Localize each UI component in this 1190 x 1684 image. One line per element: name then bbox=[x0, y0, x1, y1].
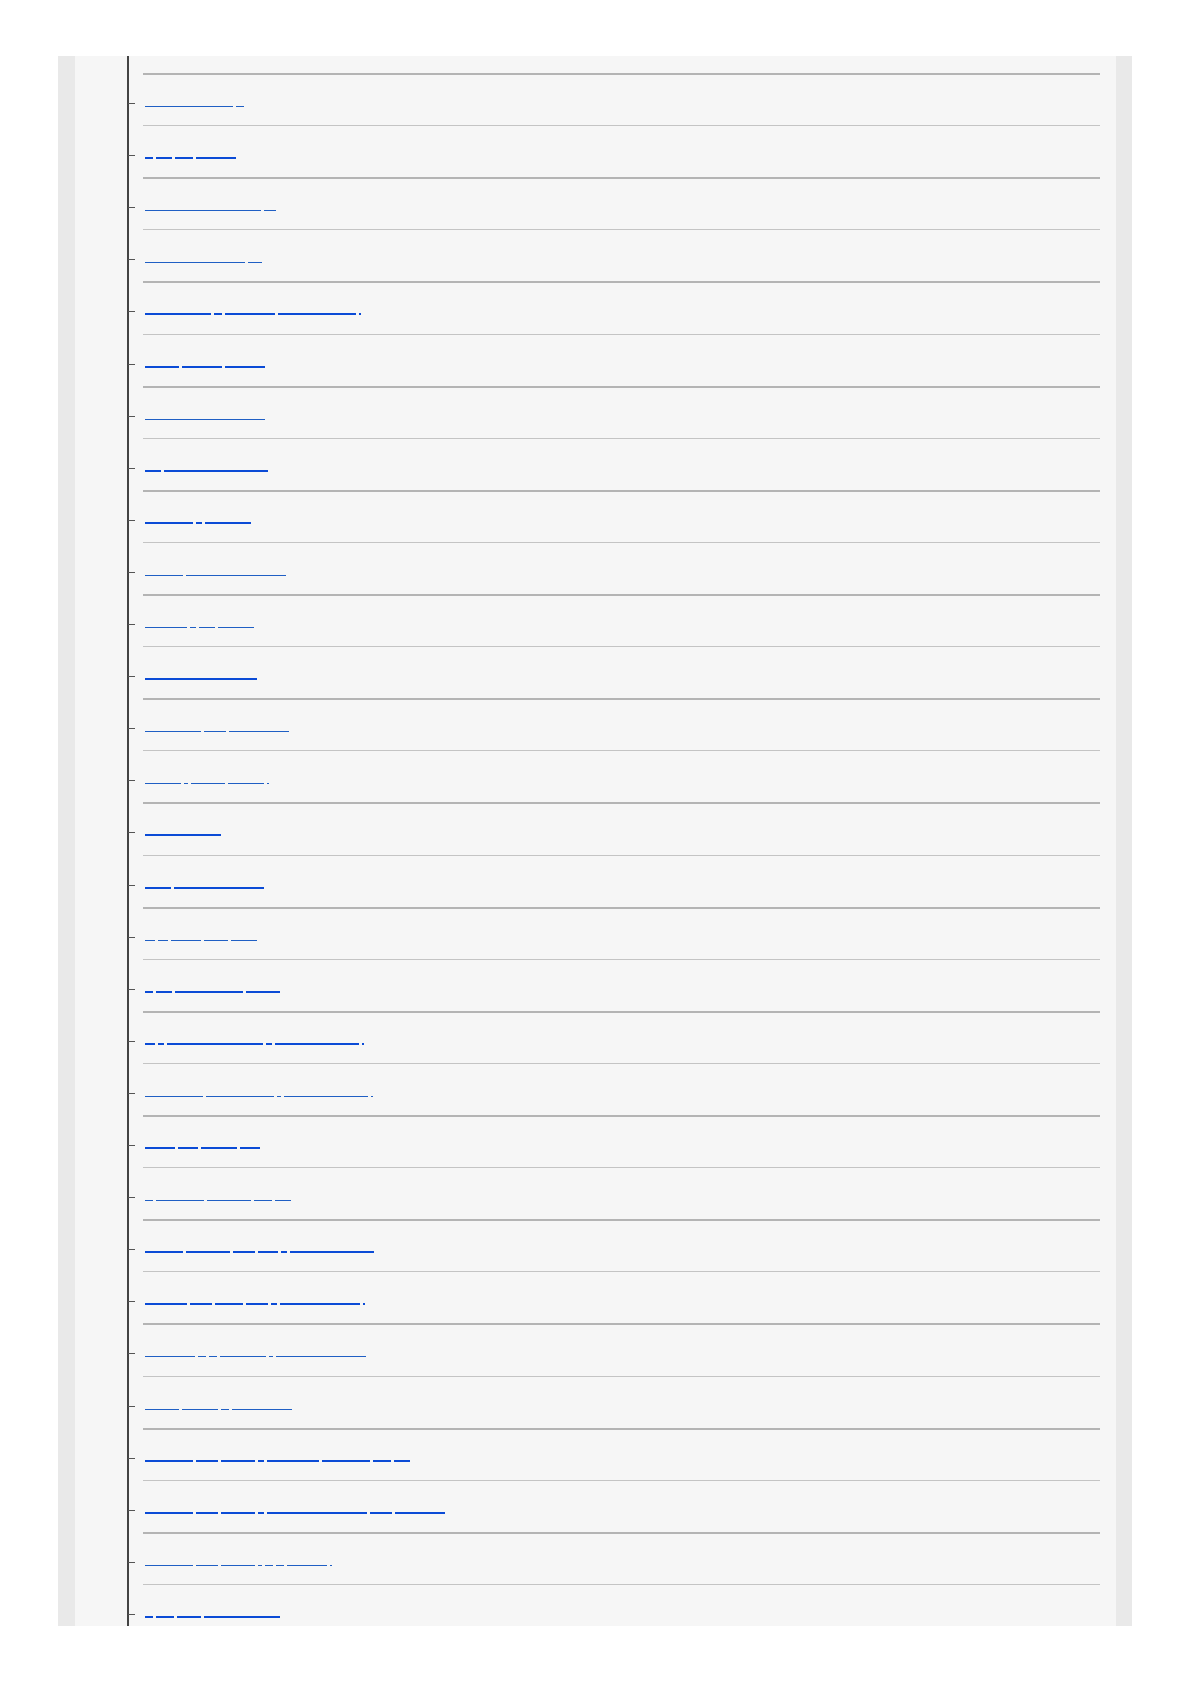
link-underline-segment bbox=[248, 262, 262, 264]
toc-link[interactable] bbox=[145, 1035, 485, 1045]
link-underline-segment bbox=[167, 1043, 263, 1045]
toc-link[interactable] bbox=[145, 1139, 485, 1149]
link-underline-segment bbox=[145, 313, 211, 315]
link-underline-segment bbox=[198, 1356, 206, 1358]
link-underline-segment bbox=[246, 991, 280, 993]
row-divider bbox=[143, 802, 1100, 804]
toc-link[interactable] bbox=[145, 149, 485, 159]
toc-link[interactable] bbox=[145, 1087, 485, 1097]
link-underline-segment bbox=[145, 1616, 153, 1618]
toc-item bbox=[0, 0, 1190, 1]
toc-link[interactable] bbox=[145, 1504, 485, 1514]
link-underline-segment bbox=[191, 783, 225, 785]
tree-branch-tick bbox=[128, 311, 135, 312]
toc-link[interactable] bbox=[145, 670, 485, 680]
link-underline-segment bbox=[175, 991, 243, 993]
link-underline-segment bbox=[258, 1512, 264, 1514]
link-underline-segment bbox=[394, 1460, 410, 1462]
link-underline-segment bbox=[145, 1460, 193, 1462]
toc-link[interactable] bbox=[145, 1400, 485, 1410]
link-underline-segment bbox=[275, 1200, 291, 1202]
link-underline-segment bbox=[164, 470, 268, 472]
tree-branch-tick bbox=[128, 780, 135, 781]
toc-link[interactable] bbox=[145, 1608, 485, 1618]
link-underline-segment bbox=[267, 783, 269, 785]
toc-link[interactable] bbox=[145, 410, 485, 420]
link-underline-segment bbox=[145, 678, 257, 680]
link-underline-segment bbox=[145, 1356, 195, 1358]
toc-link[interactable] bbox=[145, 514, 485, 524]
link-underline-segment bbox=[199, 627, 215, 629]
link-underline-segment bbox=[220, 1356, 266, 1358]
link-underline-segment bbox=[258, 1460, 264, 1462]
link-underline-segment bbox=[182, 366, 222, 368]
link-underline-segment bbox=[145, 262, 245, 264]
link-underline-segment bbox=[228, 783, 264, 785]
link-underline-segment bbox=[145, 834, 221, 836]
link-underline-segment bbox=[156, 991, 172, 993]
link-underline-segment bbox=[276, 1565, 284, 1567]
link-underline-segment bbox=[284, 1096, 368, 1098]
link-underline-segment bbox=[221, 1460, 255, 1462]
link-underline-segment bbox=[395, 1512, 445, 1514]
toc-link[interactable] bbox=[145, 983, 485, 993]
link-underline-segment bbox=[204, 940, 228, 942]
link-underline-segment bbox=[145, 1409, 179, 1411]
row-divider bbox=[143, 1323, 1100, 1325]
link-underline-segment bbox=[196, 1512, 218, 1514]
link-underline-segment bbox=[206, 1096, 274, 1098]
link-underline-segment bbox=[186, 1251, 230, 1253]
row-divider bbox=[143, 177, 1100, 179]
link-underline-segment bbox=[233, 1251, 255, 1253]
link-underline-segment bbox=[158, 940, 168, 942]
toc-link[interactable] bbox=[145, 1191, 485, 1201]
toc-link[interactable] bbox=[145, 826, 485, 836]
link-underline-segment bbox=[145, 470, 161, 472]
link-underline-segment bbox=[156, 1200, 204, 1202]
tree-branch-tick bbox=[128, 937, 135, 938]
tree-branch-tick bbox=[128, 1093, 135, 1094]
link-underline-segment bbox=[196, 1565, 218, 1567]
link-underline-segment bbox=[145, 1096, 203, 1098]
row-divider bbox=[143, 907, 1100, 909]
link-underline-segment bbox=[145, 419, 265, 421]
link-underline-segment bbox=[271, 1303, 277, 1305]
link-underline-segment bbox=[145, 1512, 193, 1514]
tree-branch-tick bbox=[128, 468, 135, 469]
row-divider bbox=[143, 1011, 1100, 1013]
link-underline-segment bbox=[225, 366, 265, 368]
tree-branch-tick bbox=[128, 520, 135, 521]
link-underline-segment bbox=[370, 1512, 392, 1514]
link-underline-segment bbox=[266, 1043, 272, 1045]
toc-link[interactable] bbox=[145, 305, 485, 315]
tree-branch-tick bbox=[128, 832, 135, 833]
link-underline-segment bbox=[145, 522, 193, 524]
tree-branch-tick bbox=[128, 1145, 135, 1146]
tree-branch-tick bbox=[128, 624, 135, 625]
link-underline-segment bbox=[145, 157, 153, 159]
row-divider bbox=[143, 698, 1100, 700]
link-underline-segment bbox=[204, 731, 226, 733]
row-divider bbox=[143, 1167, 1100, 1168]
link-underline-segment bbox=[196, 157, 236, 159]
link-underline-segment bbox=[264, 210, 276, 212]
row-divider bbox=[143, 281, 1100, 283]
link-underline-segment bbox=[145, 1303, 187, 1305]
tree-branch-tick bbox=[128, 1249, 135, 1250]
row-divider bbox=[143, 646, 1100, 647]
link-underline-segment bbox=[145, 575, 183, 577]
row-divider bbox=[143, 125, 1100, 126]
tree-branch-tick bbox=[128, 155, 135, 156]
link-underline-segment bbox=[290, 1251, 374, 1253]
row-divider bbox=[143, 334, 1100, 335]
link-underline-segment bbox=[267, 1512, 367, 1514]
toc-link[interactable] bbox=[145, 358, 485, 368]
tree-branch-tick bbox=[128, 676, 135, 677]
link-underline-segment bbox=[145, 1147, 175, 1149]
tree-branch-tick bbox=[128, 1562, 135, 1563]
link-underline-segment bbox=[145, 1251, 183, 1253]
tree-branch-tick bbox=[128, 1353, 135, 1354]
row-divider bbox=[143, 959, 1100, 960]
link-underline-segment bbox=[281, 1251, 287, 1253]
toc-link[interactable] bbox=[145, 618, 485, 628]
row-divider bbox=[143, 1428, 1100, 1430]
row-divider bbox=[143, 855, 1100, 856]
tree-branch-tick bbox=[128, 1510, 135, 1511]
link-underline-segment bbox=[240, 1147, 260, 1149]
row-divider bbox=[143, 1376, 1100, 1377]
link-underline-segment bbox=[145, 1043, 155, 1045]
tree-branch-tick bbox=[128, 207, 135, 208]
row-divider bbox=[143, 1115, 1100, 1117]
link-underline-segment bbox=[201, 1147, 237, 1149]
toc-link[interactable] bbox=[145, 1295, 485, 1305]
link-underline-segment bbox=[145, 1200, 153, 1202]
link-underline-segment bbox=[156, 1616, 174, 1618]
link-underline-segment bbox=[280, 1303, 360, 1305]
tree-branch-tick bbox=[128, 259, 135, 260]
tree-branch-tick bbox=[128, 1458, 135, 1459]
link-underline-segment bbox=[359, 313, 361, 315]
link-underline-segment bbox=[186, 575, 286, 577]
link-underline-segment bbox=[145, 627, 187, 629]
link-underline-segment bbox=[196, 522, 202, 524]
toc-link[interactable] bbox=[145, 253, 485, 263]
toc-link[interactable] bbox=[145, 1452, 485, 1462]
link-underline-segment bbox=[221, 1565, 255, 1567]
row-divider bbox=[143, 594, 1100, 596]
tree-branch-tick bbox=[128, 1301, 135, 1302]
link-underline-segment bbox=[174, 887, 264, 889]
tree-branch-tick bbox=[128, 728, 135, 729]
tree-branch-tick bbox=[128, 885, 135, 886]
link-underline-segment bbox=[215, 1303, 243, 1305]
link-underline-segment bbox=[267, 1460, 319, 1462]
link-underline-segment bbox=[246, 1303, 268, 1305]
link-underline-segment bbox=[265, 1565, 273, 1567]
row-divider bbox=[143, 750, 1100, 751]
link-underline-segment bbox=[221, 1512, 255, 1514]
link-underline-segment bbox=[178, 1147, 198, 1149]
row-divider bbox=[143, 1532, 1100, 1534]
toc-link[interactable] bbox=[145, 566, 485, 576]
row-divider bbox=[143, 1063, 1100, 1064]
link-underline-segment bbox=[184, 783, 188, 785]
link-underline-segment bbox=[156, 157, 172, 159]
toc-link[interactable] bbox=[145, 462, 485, 472]
tree-branch-tick bbox=[128, 1614, 135, 1615]
link-underline-segment bbox=[330, 1565, 332, 1567]
toc-link[interactable] bbox=[145, 201, 485, 211]
tree-branch-tick bbox=[128, 1041, 135, 1042]
toc-link[interactable] bbox=[145, 722, 485, 732]
link-underline-segment bbox=[373, 1460, 391, 1462]
link-underline-segment bbox=[145, 1565, 193, 1567]
link-underline-segment bbox=[209, 1356, 217, 1358]
row-divider bbox=[143, 1480, 1100, 1481]
link-underline-segment bbox=[363, 1303, 365, 1305]
tree-branch-tick bbox=[128, 103, 135, 104]
link-underline-segment bbox=[277, 1096, 281, 1098]
link-underline-segment bbox=[204, 1616, 280, 1618]
link-underline-segment bbox=[269, 1356, 273, 1358]
link-underline-segment bbox=[221, 1409, 229, 1411]
link-underline-segment bbox=[322, 1460, 370, 1462]
link-underline-segment bbox=[258, 1251, 278, 1253]
link-underline-segment bbox=[145, 366, 179, 368]
link-underline-segment bbox=[182, 1409, 218, 1411]
link-underline-segment bbox=[218, 627, 254, 629]
toc-link[interactable] bbox=[145, 1347, 485, 1357]
link-underline-segment bbox=[276, 1356, 366, 1358]
tree-branch-tick bbox=[128, 989, 135, 990]
link-underline-segment bbox=[258, 1565, 262, 1567]
link-underline-segment bbox=[145, 210, 261, 212]
link-underline-segment bbox=[371, 1096, 373, 1098]
toc-link[interactable] bbox=[145, 1243, 485, 1253]
link-underline-segment bbox=[190, 1303, 212, 1305]
link-underline-segment bbox=[145, 731, 201, 733]
toc-link[interactable] bbox=[145, 879, 485, 889]
link-underline-segment bbox=[362, 1043, 364, 1045]
toc-link[interactable] bbox=[145, 931, 485, 941]
link-underline-segment bbox=[145, 783, 181, 785]
row-divider bbox=[143, 542, 1100, 543]
tree-branch-tick bbox=[128, 364, 135, 365]
link-underline-segment bbox=[207, 1200, 251, 1202]
link-underline-segment bbox=[145, 887, 171, 889]
link-underline-segment bbox=[214, 313, 222, 315]
link-underline-segment bbox=[278, 313, 356, 315]
row-divider bbox=[143, 386, 1100, 388]
link-underline-segment bbox=[145, 991, 153, 993]
link-underline-segment bbox=[158, 1043, 164, 1045]
link-underline-segment bbox=[171, 940, 201, 942]
link-underline-segment bbox=[231, 940, 257, 942]
link-underline-segment bbox=[196, 1460, 218, 1462]
tree-branch-tick bbox=[128, 572, 135, 573]
link-underline-segment bbox=[205, 522, 251, 524]
toc-link[interactable] bbox=[145, 1556, 485, 1566]
link-underline-segment bbox=[225, 313, 275, 315]
link-underline-segment bbox=[190, 627, 196, 629]
row-divider bbox=[143, 1584, 1100, 1585]
row-divider bbox=[143, 229, 1100, 230]
tree-branch-tick bbox=[128, 1197, 135, 1198]
tree-branch-tick bbox=[128, 1406, 135, 1407]
link-underline-segment bbox=[254, 1200, 272, 1202]
row-divider bbox=[143, 1219, 1100, 1221]
link-underline-segment bbox=[145, 106, 233, 108]
row-divider bbox=[143, 1271, 1100, 1272]
link-underline-segment bbox=[175, 157, 193, 159]
link-underline-segment bbox=[229, 731, 289, 733]
link-underline-segment bbox=[145, 940, 155, 942]
link-underline-segment bbox=[232, 1409, 292, 1411]
row-divider bbox=[143, 438, 1100, 439]
tree-branch-tick bbox=[128, 416, 135, 417]
row-divider bbox=[143, 73, 1100, 75]
link-underline-segment bbox=[236, 106, 244, 108]
row-divider bbox=[143, 490, 1100, 492]
link-underline-segment bbox=[275, 1043, 359, 1045]
toc-link[interactable] bbox=[145, 774, 485, 784]
toc-link[interactable] bbox=[145, 97, 485, 107]
link-underline-segment bbox=[177, 1616, 201, 1618]
link-underline-segment bbox=[287, 1565, 327, 1567]
